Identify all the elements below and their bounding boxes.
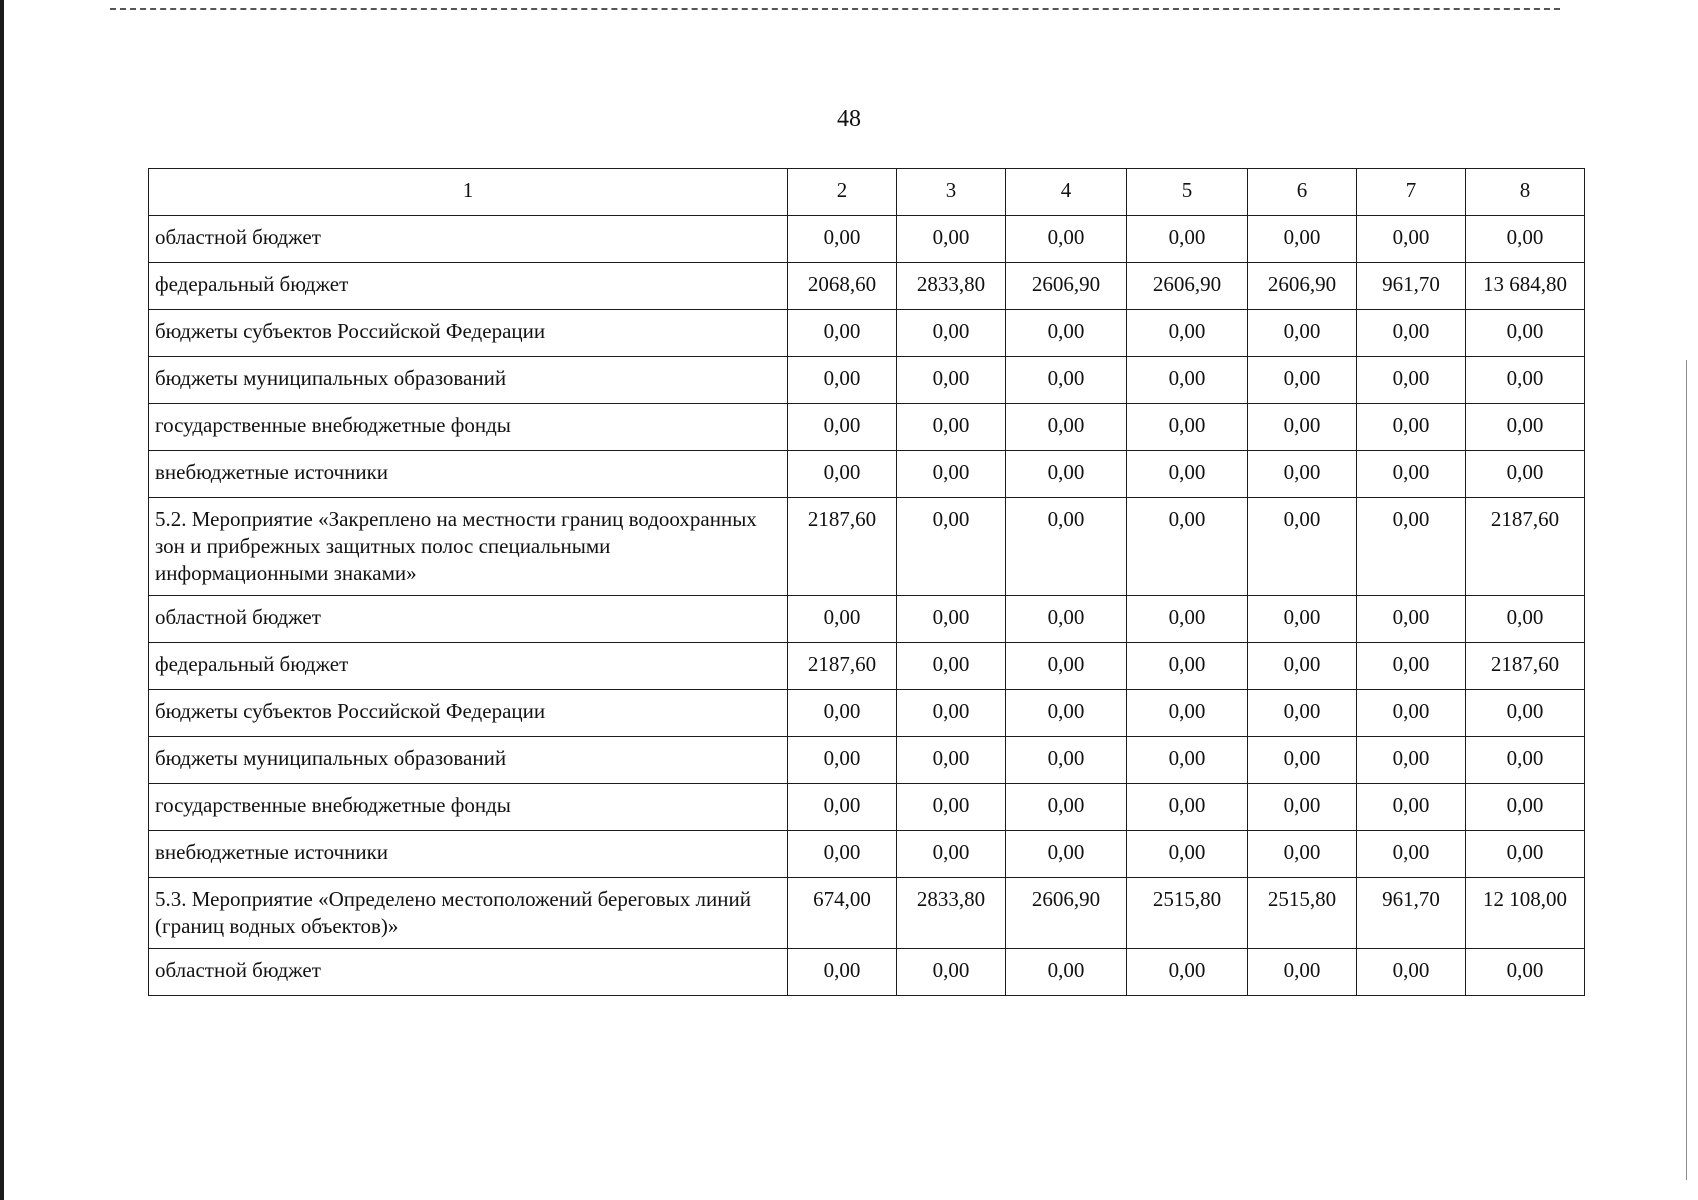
value-cell: 0,00 [1466,357,1585,404]
value-cell: 0,00 [1127,831,1248,878]
value-cell: 2515,80 [1248,878,1357,949]
row-label: 5.2. Мероприятие «Закреплено на местности границ водоохранных зон и прибрежных защитных полос специальными информационными знаками» [149,498,788,596]
value-cell: 0,00 [897,596,1006,643]
value-cell: 0,00 [1127,498,1248,596]
value-cell: 0,00 [897,404,1006,451]
value-cell: 0,00 [1248,737,1357,784]
value-cell: 0,00 [788,310,897,357]
table-row [149,451,1585,498]
column-header: 3 [897,169,1006,216]
row-label: областной бюджет [149,216,788,263]
value-cell: 0,00 [897,357,1006,404]
row-label: федеральный бюджет [149,263,788,310]
table-row [149,949,1585,996]
value-cell: 0,00 [1357,737,1466,784]
value-cell: 0,00 [1248,596,1357,643]
table-row [149,784,1585,831]
value-cell: 0,00 [788,357,897,404]
budget-table [148,168,1585,996]
value-cell: 0,00 [897,949,1006,996]
value-cell: 0,00 [1006,949,1127,996]
value-cell: 0,00 [1127,737,1248,784]
value-cell: 0,00 [897,690,1006,737]
value-cell: 0,00 [1006,357,1127,404]
table-row [149,357,1585,404]
value-cell: 0,00 [1357,643,1466,690]
value-cell: 0,00 [897,216,1006,263]
row-label: внебюджетные источники [149,451,788,498]
value-cell: 0,00 [1248,451,1357,498]
scan-top-edge [110,8,1560,10]
value-cell: 0,00 [1357,310,1466,357]
value-cell: 0,00 [1127,451,1248,498]
value-cell: 0,00 [1006,831,1127,878]
column-header: 5 [1127,169,1248,216]
value-cell: 0,00 [1466,949,1585,996]
value-cell: 0,00 [1006,737,1127,784]
value-cell: 2606,90 [1248,263,1357,310]
value-cell: 0,00 [1006,690,1127,737]
value-cell: 0,00 [897,498,1006,596]
table-row [149,498,1585,596]
value-cell: 0,00 [1248,690,1357,737]
value-cell: 0,00 [1466,690,1585,737]
table-row [149,404,1585,451]
value-cell: 0,00 [1466,831,1585,878]
row-label: государственные внебюджетные фонды [149,404,788,451]
value-cell: 0,00 [1357,498,1466,596]
row-label: бюджеты субъектов Российской Федерации [149,690,788,737]
column-header: 7 [1357,169,1466,216]
value-cell: 2187,60 [788,498,897,596]
table-row [149,643,1585,690]
value-cell: 2833,80 [897,878,1006,949]
value-cell: 0,00 [1006,451,1127,498]
table-body [149,169,1585,996]
value-cell: 0,00 [1466,404,1585,451]
value-cell: 0,00 [1006,498,1127,596]
row-label: внебюджетные источники [149,831,788,878]
value-cell: 0,00 [1006,216,1127,263]
value-cell: 0,00 [1248,784,1357,831]
value-cell: 0,00 [788,216,897,263]
value-cell: 12 108,00 [1466,878,1585,949]
value-cell: 0,00 [1127,216,1248,263]
value-cell: 0,00 [788,949,897,996]
value-cell: 0,00 [1248,404,1357,451]
value-cell: 0,00 [1127,643,1248,690]
value-cell: 13 684,80 [1466,263,1585,310]
table-row [149,690,1585,737]
value-cell: 2606,90 [1127,263,1248,310]
value-cell: 0,00 [1006,310,1127,357]
column-header: 4 [1006,169,1127,216]
value-cell: 2606,90 [1006,263,1127,310]
row-label: областной бюджет [149,949,788,996]
row-label: государственные внебюджетные фонды [149,784,788,831]
value-cell: 961,70 [1357,263,1466,310]
value-cell: 0,00 [1006,404,1127,451]
value-cell: 0,00 [1006,784,1127,831]
value-cell: 0,00 [1127,690,1248,737]
value-cell: 0,00 [897,737,1006,784]
value-cell: 2187,60 [1466,643,1585,690]
column-header: 6 [1248,169,1357,216]
value-cell: 0,00 [897,451,1006,498]
table-row [149,596,1585,643]
value-cell: 0,00 [1127,357,1248,404]
value-cell: 0,00 [1466,784,1585,831]
value-cell: 2187,60 [788,643,897,690]
value-cell: 2515,80 [1127,878,1248,949]
value-cell: 0,00 [1127,310,1248,357]
value-cell: 0,00 [897,643,1006,690]
value-cell: 0,00 [1357,831,1466,878]
value-cell: 2833,80 [897,263,1006,310]
value-cell: 0,00 [1248,949,1357,996]
value-cell: 0,00 [1357,690,1466,737]
value-cell: 0,00 [1466,451,1585,498]
value-cell: 0,00 [1248,831,1357,878]
value-cell: 0,00 [1466,216,1585,263]
value-cell: 2606,90 [1006,878,1127,949]
value-cell: 2068,60 [788,263,897,310]
value-cell: 0,00 [897,784,1006,831]
page-number: 48 [837,106,861,132]
value-cell: 0,00 [1466,737,1585,784]
value-cell: 0,00 [1248,216,1357,263]
row-label: бюджеты субъектов Российской Федерации [149,310,788,357]
table-row [149,263,1585,310]
value-cell: 0,00 [1466,596,1585,643]
value-cell: 0,00 [1006,596,1127,643]
row-label: федеральный бюджет [149,643,788,690]
scan-right-edge [1686,360,1687,1180]
value-cell: 0,00 [788,737,897,784]
value-cell: 961,70 [1357,878,1466,949]
value-cell: 0,00 [1248,310,1357,357]
table-row [149,216,1585,263]
table-row [149,737,1585,784]
column-header: 8 [1466,169,1585,216]
value-cell: 0,00 [1127,949,1248,996]
column-header: 1 [149,169,788,216]
value-cell: 0,00 [1248,498,1357,596]
value-cell: 0,00 [897,310,1006,357]
table-header-row [149,169,1585,216]
scan-left-edge [0,0,4,1200]
value-cell: 0,00 [1466,310,1585,357]
value-cell: 0,00 [1006,643,1127,690]
row-label: бюджеты муниципальных образований [149,737,788,784]
row-label: 5.3. Мероприятие «Определено местоположений береговых линий (границ водных объектов)» [149,878,788,949]
table-row [149,831,1585,878]
table-row [149,310,1585,357]
value-cell: 0,00 [788,404,897,451]
value-cell: 2187,60 [1466,498,1585,596]
value-cell: 0,00 [1357,784,1466,831]
value-cell: 0,00 [1357,451,1466,498]
value-cell: 0,00 [1127,404,1248,451]
value-cell: 0,00 [1357,404,1466,451]
row-label: областной бюджет [149,596,788,643]
table-row [149,878,1585,949]
value-cell: 0,00 [788,831,897,878]
value-cell: 0,00 [788,451,897,498]
value-cell: 0,00 [1127,596,1248,643]
value-cell: 0,00 [788,596,897,643]
value-cell: 0,00 [1248,357,1357,404]
row-label: бюджеты муниципальных образований [149,357,788,404]
value-cell: 0,00 [788,784,897,831]
value-cell: 0,00 [897,831,1006,878]
value-cell: 674,00 [788,878,897,949]
value-cell: 0,00 [1127,784,1248,831]
column-header: 2 [788,169,897,216]
value-cell: 0,00 [1357,949,1466,996]
value-cell: 0,00 [788,690,897,737]
value-cell: 0,00 [1248,643,1357,690]
value-cell: 0,00 [1357,216,1466,263]
value-cell: 0,00 [1357,596,1466,643]
value-cell: 0,00 [1357,357,1466,404]
